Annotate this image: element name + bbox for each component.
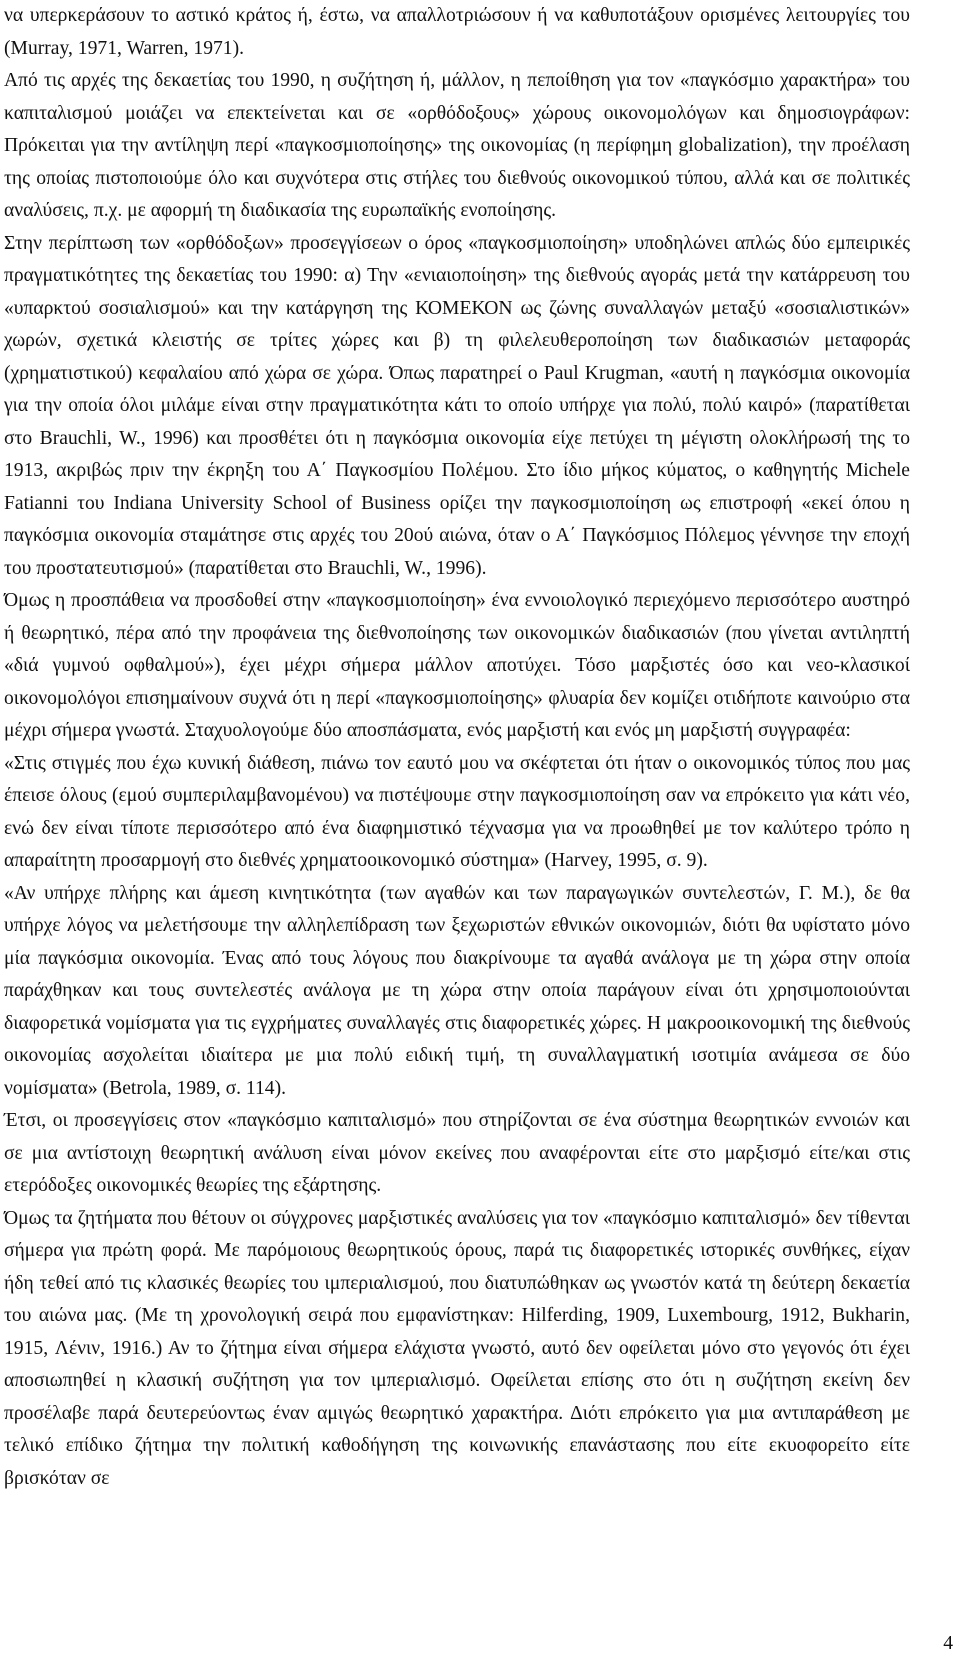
paragraph: Από τις αρχές της δεκαετίας του 1990, η συζήτηση ή, μάλλον, η πεποίθηση για τον «παγκόσμιο χαρακτήρα» του καπιταλισμού μοιάζει να επεκτείνεται και σε «ορθόδοξους» χώρους οικονομολόγων και δημοσιογράφων: Πρόκειται για την αντίληψη περί «παγκοσμιοποίησης» της οικονομίας (η περίφημη globalization), την προέλαση της οποίας πιστοποιούμε όλο και συχνότερα στις στήλες του διεθνούς οικονομικού τύπου, αλλά και σε πολιτικές αναλύσεις, π.χ. με αφορμή τη διαδικασία της ευρωπαϊκής ενοποίησης. <box>4 70 910 221</box>
paragraph: Έτσι, οι προσεγγίσεις στον «παγκόσμιο καπιταλισμό» που στηρίζονται σε ένα σύστημα θεωρητικών εννοιών και σε μια αντίστοιχη θεωρητική ανάλυση είναι μόνον εκείνες που αναφέρονται είτε στο μαρξισμό είτε/και στις ετερόδοξες οικονομικές θεωρίες της εξάρτησης. <box>4 1110 910 1196</box>
document-page <box>4 0 910 1495</box>
quotation-paragraph: «Αν υπήρχε πλήρης και άμεση κινητικότητα (των αγαθών και των παραγωγικών συντελεστών, Γ. Μ.), δε θα υπήρχε λόγος να μελετήσουμε την αλληλεπίδραση των ξεχωριστών εθνικών οικονομιών, διότι θα υφίστατο μόνο μία παγκόσμια οικονομία. Ένας από τους λόγους που διακρίνουμε τα αγαθά ανάλογα με τη χώρα στην οποία παράχθηκαν και τους συντελεστές ανάλογα με τη χώρα στην οποία παράγουν είναι ότι χρησιμοποιούνται διαφορετικά νομίσματα για τις εγχρήματες συναλλαγές στις διαφορετικές χώρες. Η μακροοικονομική της διεθνούς οικονομίας ασχολείται ιδιαίτερα με μια πολύ ειδική τιμή, τη συναλλαγματική ισοτιμία ανάμεσα σε δύο νομίσματα» (Betrola, 1989, σ. 114). <box>4 882 910 1099</box>
quotation-paragraph: «Στις στιγμές που έχω κυνική διάθεση, πιάνω τον εαυτό μου να σκέφτεται ότι ήταν ο οικονομικός τύπος που μας έπεισε όλους (εμού συμπεριλαμβανομένου) να πιστέψουμε στην παγκοσμιοποίηση σαν να επρόκειτο για κάτι νέο, ενώ δεν είναι τίποτε περισσότερο από ένα διαφημιστικό τέχνασμα για να προωθηθεί με τον καλύτερο τρόπο η απαραίτητη προσαρμογή στο διεθνές χρηματοοικονομικό σύστημα» (Harvey, 1995, σ. 9). <box>4 752 910 871</box>
paragraph: Στην περίπτωση των «ορθόδοξων» προσεγγίσεων ο όρος «παγκοσμιοποίηση» υποδηλώνει απλώς δύο εμπειρικές πραγματικότητες της δεκαετίας του 1990: α) Την «ενιαιοποίηση» της διεθνούς αγοράς μετά την κατάρρευση του «υπαρκτού σοσιαλισμού» και την κατάργηση της ΚΟΜΕΚΟΝ ως ζώνης συναλλαγών μεταξύ «σοσιαλιστικών» χωρών, σχετικά κλειστής σε τρίτες χώρες και β) τη φιλελευθεροποίηση των διαδικασιών μεταφοράς (χρηματιστικού) κεφαλαίου από χώρα σε χώρα. Όπως παρατηρεί ο Paul Krugman, «αυτή η παγκόσμια οικονομία για την οποία όλοι μιλάμε είναι στην πραγματικότητα κάτι το οποίο υπήρχε για πολύ, πολύ καιρό» (παρατίθεται στο Brauchli, W., 1996) και προσθέτει ότι η παγκόσμια οικονομία είχε πετύχει τη μέγιστη ολοκλήρωσή της το 1913, ακριβώς πριν την έκρηξη του Α΄ Παγκοσμίου Πολέμου. Στο ίδιο μήκος κύματος, ο καθηγητής Michele Fatianni του Indiana University School of Business ορίζει την παγκοσμιοποίηση ως επιστροφή «εκεί όπου η παγκόσμια οικονομία σταμάτησε στις αρχές του 20ού αιώνα, όταν ο Α΄ Παγκόσμιος Πόλεμος γέννησε την εποχή του προστατευτισμού» (παρατίθεται στο Brauchli, W., 1996). <box>4 232 910 579</box>
page-number: 4 <box>943 1633 953 1654</box>
paragraph: Όμως η προσπάθεια να προσδοθεί στην «παγκοσμιοποίηση» ένα εννοιολογικό περιεχόμενο περισσότερο αυστηρό ή θεωρητικό, πέρα από την προφάνεια της διεθνοποίησης των οικονομικών διαδικασιών (που γίνεται αντιληπτή «διά γυμνού οφθαλμού»), έχει μέχρι σήμερα μάλλον αποτύχει. Τόσο μαρξιστές όσο και νεο-κλασικοί οικονομολόγοι επισημαίνουν συχνά ότι η περί «παγκοσμιοποίησης» φλυαρία δεν κομίζει οτιδήποτε καινούριο στα μέχρι σήμερα γνωστά. Σταχυολογούμε δύο αποσπάσματα, ενός μαρξιστή και ενός μη μαρξιστή συγγραφέα: <box>4 590 910 741</box>
paragraph: Όμως τα ζητήματα που θέτουν οι σύγχρονες μαρξιστικές αναλύσεις για τον «παγκόσμιο καπιταλισμό» δεν τίθενται σήμερα για πρώτη φορά. Με παρόμοιους θεωρητικούς όρους, παρά τις διαφορετικές ιστορικές συνθήκες, είχαν ήδη τεθεί από τις κλασικές θεωρίες του ιμπεριαλισμού, που διατυπώθηκαν ως γνωστόν κατά τη δεύτερη δεκαετία του αιώνα μας. (Με τη χρονολογική σειρά που εμφανίστηκαν: Hilferding, 1909, Luxembourg, 1912, Bukharin, 1915, Λένιν, 1916.) Αν το ζήτημα είναι σήμερα ελάχιστα γνωστό, αυτό δεν οφείλεται μόνο στο γεγονός ότι έχει αποσιωπηθεί η κλασική συζήτηση για τον ιμπεριαλισμό. Οφείλεται επίσης στο ότι η συζήτηση εκείνη δεν προσέλαβε παρά δευτερεύοντως έναν αμιγώς θεωρητικό χαρακτήρα. Διότι επρόκειτο για μια αντιπαράθεση με τελικό επίδικο ζήτημα την πολιτική καθοδήγηση της κοινωνικής επανάστασης που είτε εκυοφορείτο είτε βρισκόταν σε <box>4 1207 910 1489</box>
paragraph: να υπερκεράσουν το αστικό κράτος ή, έστω, να απαλλοτριώσουν ή να καθυποτάξουν ορισμένες λειτουργίες του (Murray, 1971, Warren, 1971). <box>4 5 910 59</box>
